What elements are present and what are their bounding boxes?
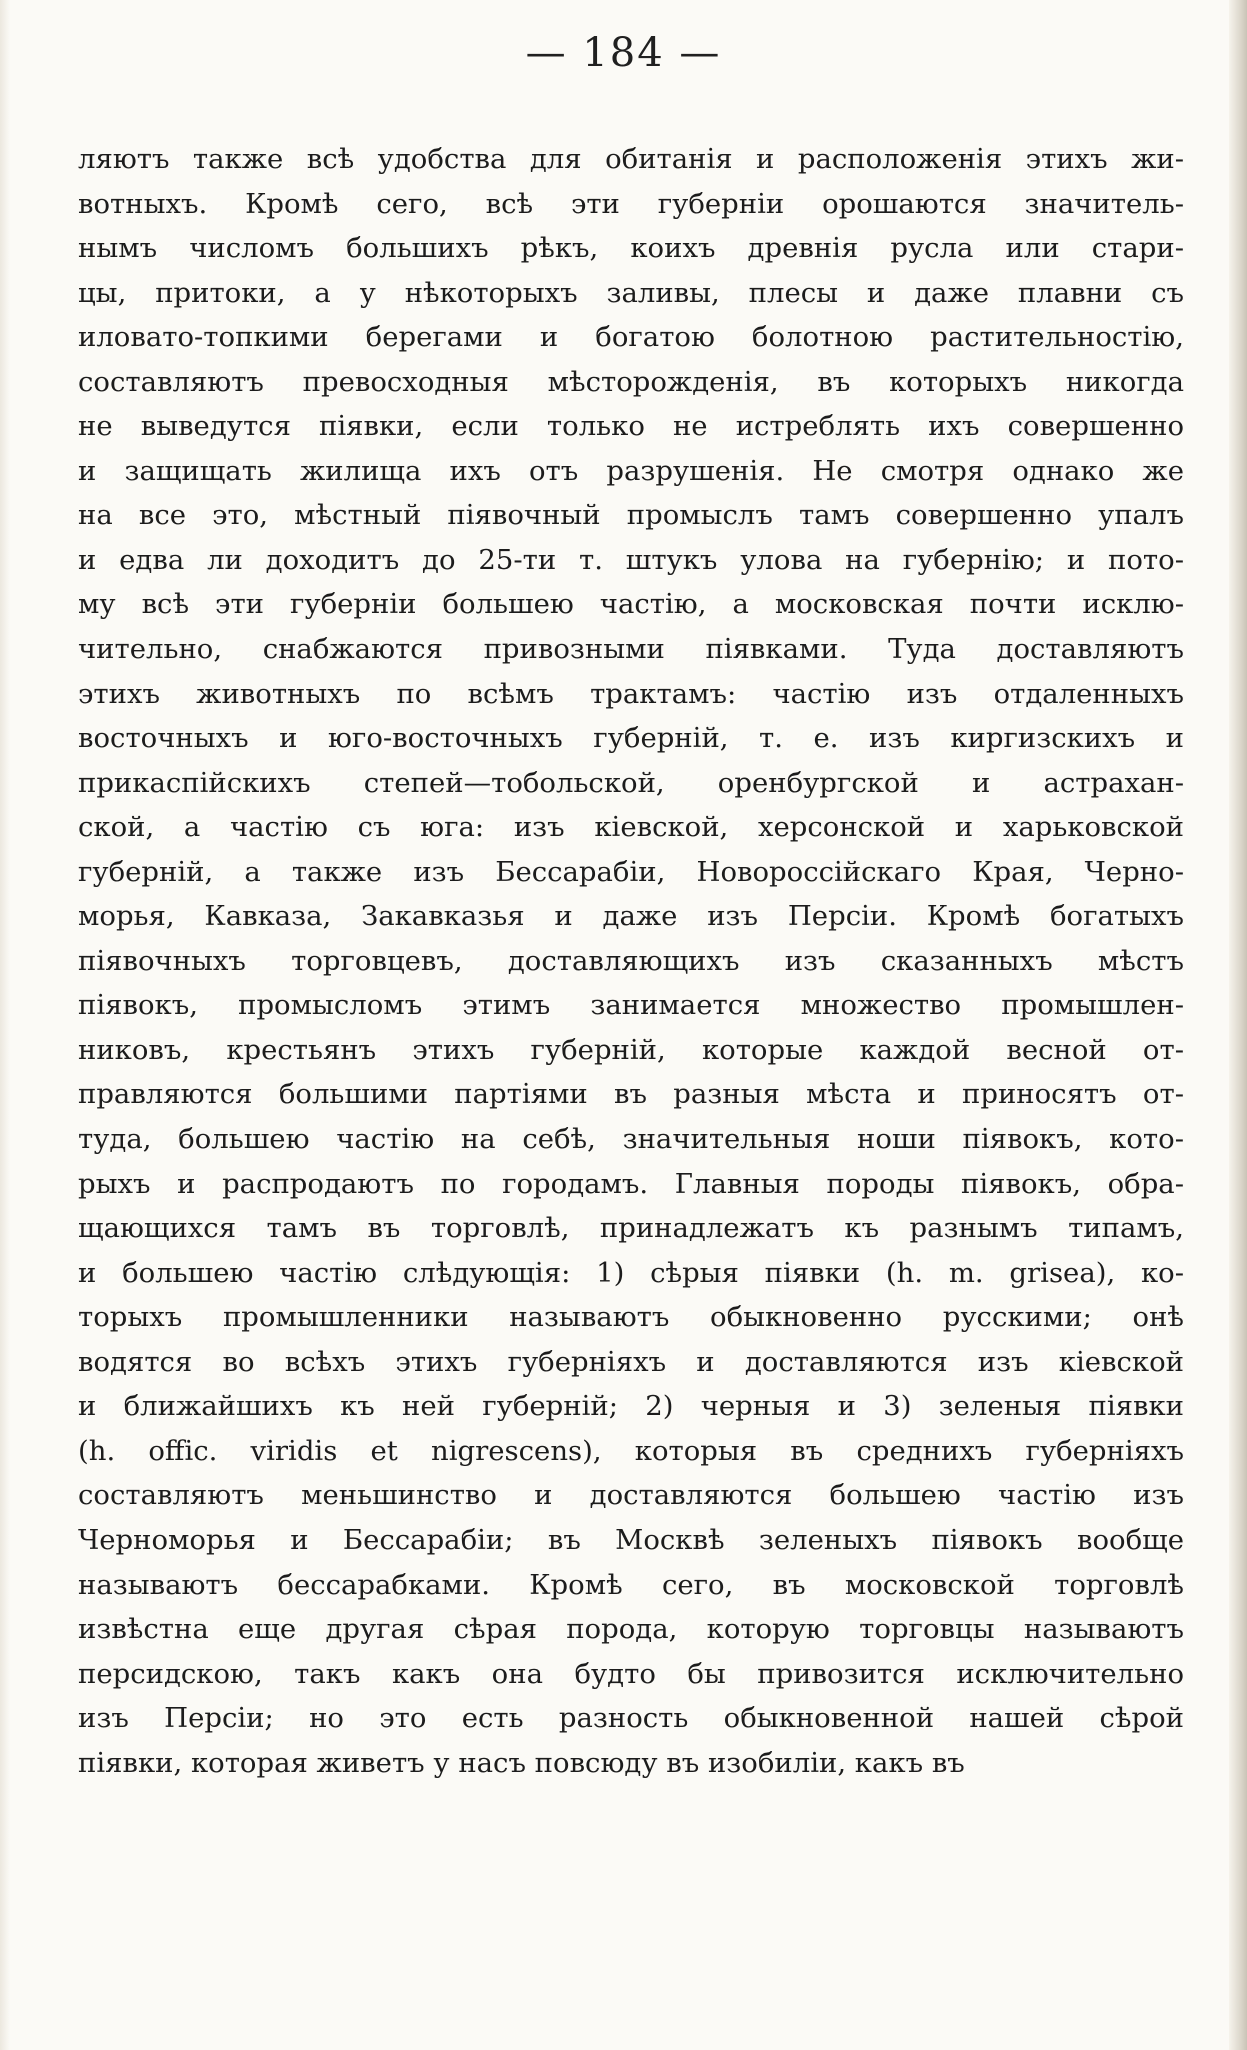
text-line: щающихся тамъ въ торговлѣ, принадлежатъ къ разнымъ типамъ, <box>78 1212 1184 1245</box>
text-line: водятся во всѣхъ этихъ губерніяхъ и доставляются изъ кіевской <box>78 1345 1184 1378</box>
page-right-edge <box>1229 0 1247 2050</box>
text-line: извѣстна еще другая сѣрая порода, которую торговцы называютъ <box>78 1613 1184 1646</box>
text-line: туда, большею частію на себѣ, значительныя ноши піявокъ, кото- <box>78 1123 1184 1156</box>
text-line: этихъ животныхъ по всѣмъ трактамъ: частію изъ отдаленныхъ <box>78 677 1184 710</box>
text-line: и ближайшихъ къ ней губерній; 2) черныя и 3) зеленыя піявки <box>78 1390 1184 1423</box>
text-line: на все это, мѣстный піявочный промыслъ тамъ совершенно упалъ <box>78 499 1184 532</box>
text-line: торыхъ промышленники называютъ обыкновенно русскими; онѣ <box>78 1301 1184 1334</box>
text-line: рыхъ и распродаютъ по городамъ. Главныя породы піявокъ, обра- <box>78 1167 1184 1200</box>
text-line: изъ Персіи; но это есть разность обыкновенной нашей сѣрой <box>78 1702 1184 1735</box>
text-line: составляютъ превосходныя мѣсторожденія, въ которыхъ никогда <box>78 365 1184 398</box>
text-line: и защищать жилища ихъ отъ разрушенія. Не смотря однако же <box>78 454 1184 487</box>
text-line: чительно, снабжаются привозными піявками. Туда доставляютъ <box>78 633 1184 666</box>
text-line: піявочныхъ торговцевъ, доставляющихъ изъ сказанныхъ мѣстъ <box>78 944 1184 977</box>
text-line: Черноморья и Бессарабіи; въ Москвѣ зеленыхъ піявокъ вообще <box>78 1523 1184 1556</box>
text-line: правляются большими партіями въ разныя мѣста и приносятъ от- <box>78 1078 1184 1111</box>
text-line: губерній, а также изъ Бессарабіи, Новороссійскаго Края, Черно- <box>78 855 1184 888</box>
text-line: персидскою, такъ какъ она будто бы привозится исключительно <box>78 1657 1184 1690</box>
text-line: иловато-топкими берегами и богатою болотною растительностію, <box>78 321 1184 354</box>
text-line: вотныхъ. Кромѣ сего, всѣ эти губерніи орошаются значитель- <box>78 187 1184 220</box>
text-line: піявокъ, промысломъ этимъ занимается множество промышлен- <box>78 989 1184 1022</box>
text-line: называютъ бессарабками. Кромѣ сего, въ московской торговлѣ <box>78 1568 1184 1601</box>
text-line: ляютъ также всѣ удобства для обитанія и расположенія этихъ жи- <box>78 143 1184 175</box>
text-line: піявки, которая живетъ у насъ повсюду въ изобиліи, какъ въ <box>78 1746 965 1779</box>
text-line: му всѣ эти губерніи большею частію, а московская почти исклю- <box>78 588 1184 621</box>
body-text <box>78 137 1184 1785</box>
text-line: прикаспійскихъ степей—тобольской, оренбургской и астрахан- <box>78 766 1184 799</box>
page-number: — 184 — <box>525 30 722 76</box>
text-line: восточныхъ и юго-восточныхъ губерній, т. е. изъ киргизскихъ и <box>78 722 1184 755</box>
text-line: (h. offic. viridis et nigrescens), которыя въ среднихъ губерніяхъ <box>78 1434 1184 1467</box>
text-line: и большею частію слѣдующія: 1) сѣрыя піявки (h. m. grisea), ко- <box>78 1256 1184 1289</box>
page-left-shade <box>0 0 10 2050</box>
text-line: не выведутся піявки, если только не истреблять ихъ совершенно <box>78 410 1184 443</box>
text-line: и едва ли доходитъ до 25-ти т. штукъ улова на губернію; и пото- <box>78 543 1184 576</box>
text-line: морья, Кавказа, Закавказья и даже изъ Персіи. Кромѣ богатыхъ <box>78 900 1184 933</box>
text-line: ской, а частію съ юга: изъ кіевской, херсонской и харьковской <box>78 811 1184 844</box>
text-line: составляютъ меньшинство и доставляются большею частію изъ <box>78 1479 1184 1512</box>
text-line: цы, притоки, а у нѣкоторыхъ заливы, плесы и даже плавни съ <box>78 276 1184 309</box>
text-line: нымъ числомъ большихъ рѣкъ, коихъ древнія русла или стари- <box>78 232 1184 265</box>
text-line: никовъ, крестьянъ этихъ губерній, которые каждой весной от- <box>78 1033 1184 1066</box>
